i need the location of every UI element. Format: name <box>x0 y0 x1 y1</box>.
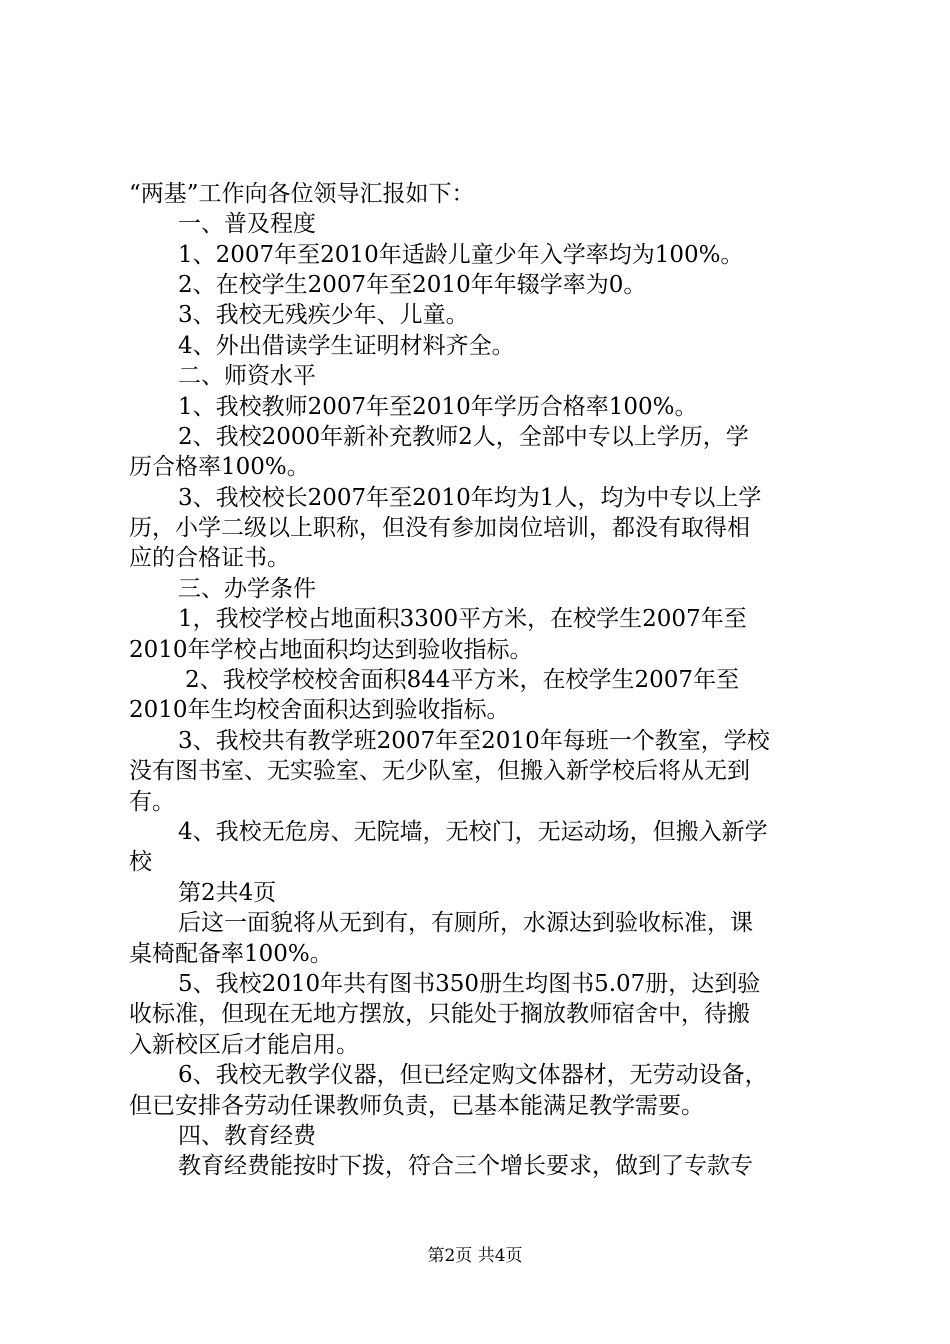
text-line: 应的合格证书。 <box>129 545 290 571</box>
section-heading: 三、办学条件 <box>178 576 316 602</box>
section-heading: 一、普及程度 <box>178 211 316 237</box>
text-line: 收标准，但现在无地方摆放，只能处于搁放教师宿舍中，待搬 <box>129 1001 750 1027</box>
section-heading: 二、师资水平 <box>178 363 316 389</box>
text-line: 有。 <box>129 789 175 815</box>
text-line: 4、外出借读学生证明材料齐全。 <box>178 333 515 359</box>
text-line: 2010年生均校舍面积达到验收指标。 <box>129 697 510 723</box>
text-line: 5、我校2010年共有图书350册生均图书5.07册，达到验 <box>178 971 761 997</box>
text-line: 桌椅配备率100%。 <box>129 941 333 967</box>
text-line: 6、我校无教学仪器，但已经定购文体器材，无劳动设备， <box>178 1062 768 1088</box>
inline-page-marker: 第2共4页 <box>178 880 277 906</box>
text-line: 4、我校无危房、无院墙，无校门，无运动场，但搬入新学 <box>178 819 768 845</box>
text-line: 后这一面貌将从无到有，有厕所，水源达到验收标准，课 <box>178 910 753 936</box>
text-line: “两基”工作向各位领导汇报如下： <box>129 181 475 207</box>
text-line: 2、我校学校校舍面积844平方米，在校学生2007年至 <box>185 667 740 693</box>
text-line: 1，我校学校占地面积3300平方米，在校学生2007年至 <box>178 606 747 632</box>
text-line: 3、我校无残疾少年、儿童。 <box>178 302 469 328</box>
page-number-footer: 第2页 共4页 <box>427 1246 523 1266</box>
text-line: 历合格率100%。 <box>129 454 310 480</box>
text-line: 历，小学二级以上职称，但没有参加岗位培训，都没有取得相 <box>129 515 750 541</box>
text-line: 1、2007年至2010年适龄儿童少年入学率均为100%。 <box>178 242 744 268</box>
text-line: 2、在校学生2007年至2010年年辍学率为0。 <box>178 272 647 298</box>
text-line: 但已安排各劳动任课教师负责，已基本能满足教学需要。 <box>129 1093 704 1119</box>
text-line: 2010年学校占地面积均达到验收指标。 <box>129 637 533 663</box>
text-line: 没有图书室、无实验室、无少队室，但搬入新学校后将从无到 <box>129 758 750 784</box>
text-line: 校 <box>129 849 152 875</box>
text-line: 教育经费能按时下拨，符合三个增长要求，做到了专款专 <box>178 1153 753 1179</box>
text-line: 3、我校校长2007年至2010年均为1人，均为中专以上学 <box>178 485 762 511</box>
text-line: 3、我校共有教学班2007年至2010年每班一个教室，学校 <box>178 728 770 754</box>
text-line: 入新校区后才能启用。 <box>129 1032 359 1058</box>
section-heading: 四、教育经费 <box>178 1123 316 1149</box>
text-line: 1、我校教师2007年至2010年学历合格率100%。 <box>178 394 698 420</box>
text-line: 2、我校2000年新补充教师2人，全部中专以上学历，学 <box>178 424 749 450</box>
